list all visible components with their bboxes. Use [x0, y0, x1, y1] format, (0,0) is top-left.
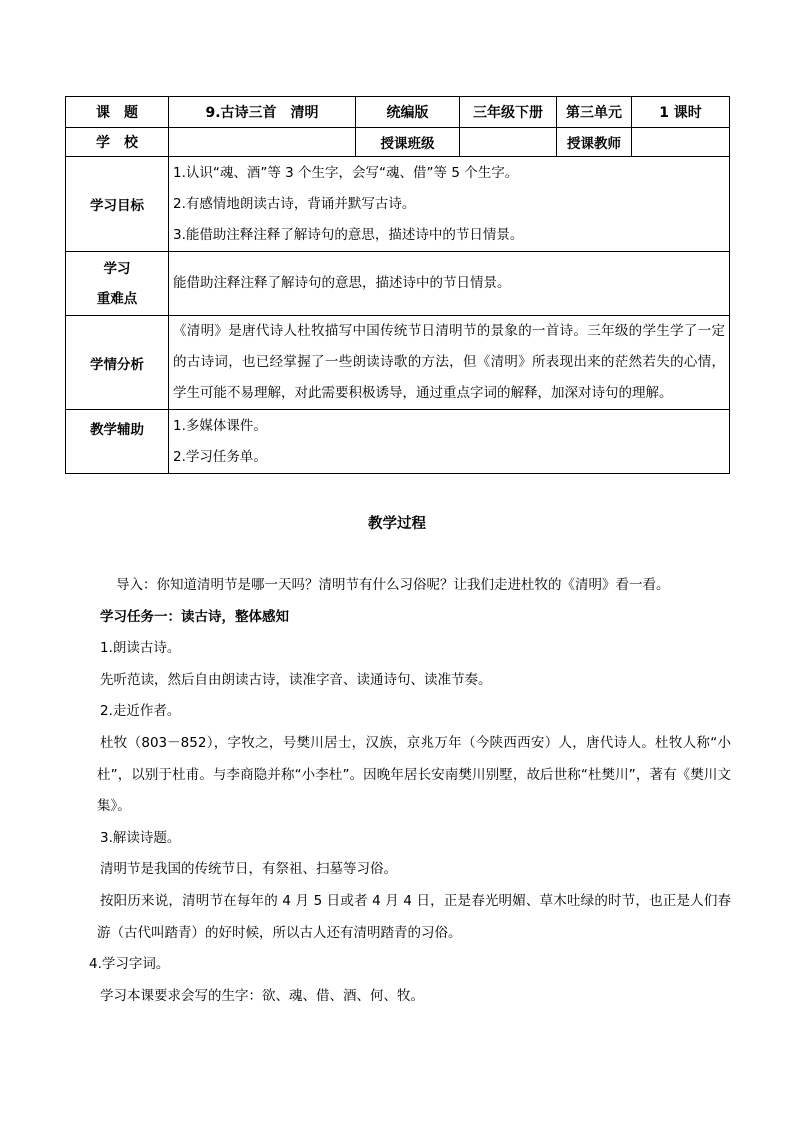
step-text: 按阳历来说，清明节在每年的 4 月 5 日或者 4 月 4 日，正是春光明媚、草木吐绿的时节，也正是人们春游（古代叫踏青）的好时候，所以古人还有清明踏青的习俗。 [97, 892, 731, 941]
hours: 1 课时 [632, 97, 730, 128]
aid-item: 1.多媒体课件。 [173, 417, 267, 434]
step-text: 杜牧（803－852），字牧之，号樊川居士，汉族，京兆万年（今陕西西安）人，唐代诗人。杜牧人称“小杜”，以别于杜甫。与李商隐并称“小李杜”。因晚年居长安南樊川别墅，故后世称“杜樊川”，著有《樊川文集》。 [97, 734, 731, 815]
unit: 第三单元 [557, 97, 632, 128]
analysis-content: 《清明》是唐代诗人杜牧描写中国传统节日清明节的景象的一首诗。三年级的学生学了一定的古诗词，也已经掌握了一些朗读诗歌的方法，但《清明》所表现出来的茫然若失的心情，学生可能不易理解，对此需要积极诱导，通过重点字词的解释，加深对诗句的理解。 [169, 316, 730, 410]
step-heading: 4.学习字词。 [89, 956, 170, 973]
step-text: 学习本课要求会写的生字：欲、魂、借、酒、何、牧。 [100, 987, 424, 1004]
table-row [66, 97, 730, 128]
school-value [169, 128, 356, 157]
goals-label: 学习目标 [66, 157, 169, 252]
table-row [66, 157, 730, 252]
step-heading: 2.走近作者。 [100, 703, 181, 720]
intro-paragraph: 导入：你知道清明节是哪一天吗？清明节有什么习俗呢？让我们走进杜牧的《清明》看一看。 [116, 577, 670, 593]
table-row [66, 252, 730, 316]
goal-item: 2.有感情地朗读古诗，背诵并默写古诗。 [173, 195, 416, 212]
key-points-content: 能借助注释注释了解诗句的意思，描述诗中的节日情景。 [169, 252, 730, 316]
aid-item: 2.学习任务单。 [173, 448, 267, 465]
lesson-plan-table [65, 96, 730, 474]
class-label: 授课班级 [356, 128, 460, 157]
grade: 三年级下册 [460, 97, 557, 128]
aids-label: 教学辅助 [66, 410, 169, 474]
analysis-label: 学情分析 [66, 316, 169, 410]
teaching-process [89, 570, 731, 1012]
table-row [66, 316, 730, 410]
key-points-label: 学习 重难点 [66, 252, 169, 316]
step-text: 清明节是我国的传统节日，有祭祖、扫墓等习俗。 [100, 861, 397, 878]
table-row [66, 128, 730, 157]
step-heading: 1.朗读古诗。 [100, 640, 181, 657]
step-heading: 3.解读诗题。 [100, 829, 181, 846]
teacher-value [632, 128, 730, 157]
task-heading: 学习任务一：读古诗，整体感知 [100, 608, 289, 625]
section-title: 教学过程 [368, 516, 426, 532]
school-label: 学 校 [66, 128, 169, 157]
goal-item: 1.认识“魂、酒”等 3 个生字，会写“魂、借”等 5 个生字。 [173, 164, 519, 181]
teacher-label: 授课教师 [557, 128, 632, 157]
goal-item: 3.能借助注释注释了解诗句的意思，描述诗中的节日情景。 [173, 226, 524, 243]
topic-label: 课 题 [66, 97, 169, 128]
table-row [66, 410, 730, 474]
goals-content [169, 157, 730, 252]
step-text: 先听范读，然后自由朗读古诗，读准字音、读通诗句、读准节奏。 [100, 671, 492, 688]
edition: 统编版 [356, 97, 460, 128]
class-value [460, 128, 557, 157]
aids-content [169, 410, 730, 474]
lesson-title: 9.古诗三首 清明 [169, 97, 356, 128]
